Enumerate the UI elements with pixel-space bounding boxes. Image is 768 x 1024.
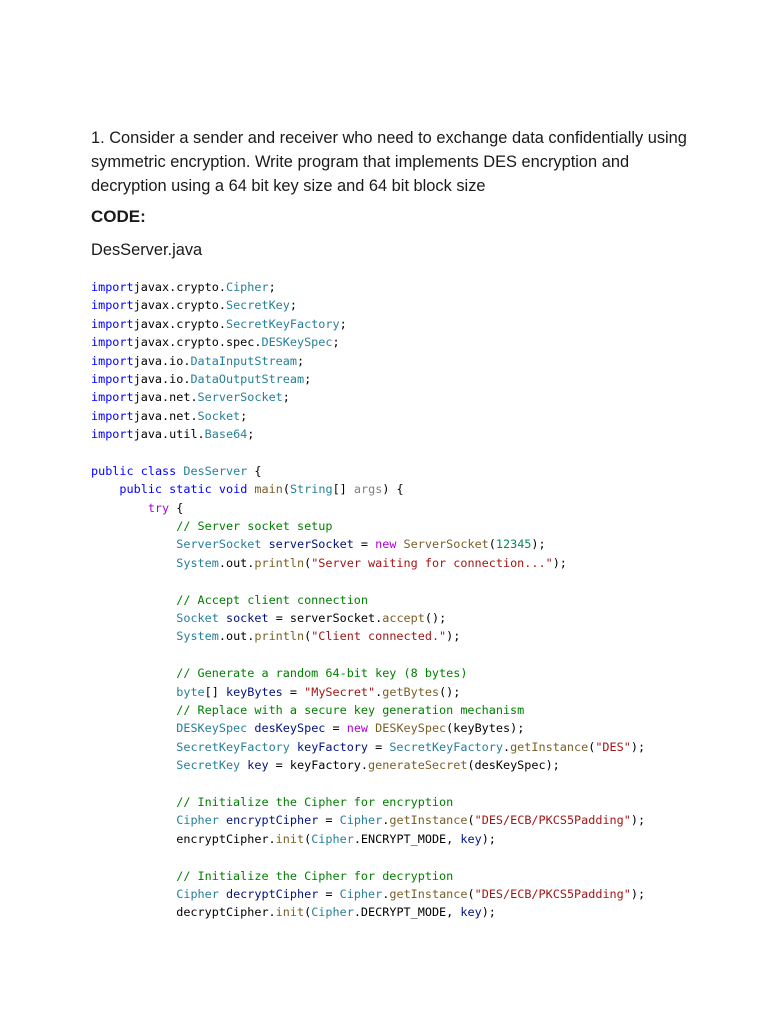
code-type: Base64 — [204, 427, 248, 442]
code-line — [91, 572, 645, 590]
code-line — [91, 793, 645, 811]
code-identifier: desKeySpec — [254, 721, 326, 736]
code-line: importjavax.crypto.SecretKey; — [91, 298, 297, 313]
code-line — [91, 664, 645, 682]
code-type: System — [176, 629, 219, 644]
code-heading: CODE: — [91, 207, 146, 226]
code-method: init — [275, 905, 305, 920]
code-method: println — [254, 555, 305, 570]
code-keyword: public — [91, 463, 134, 478]
code-line: ServerSocket serverSocket = new ServerSocket(12345); — [176, 537, 546, 552]
file-name: DesServer.java — [91, 241, 203, 259]
code-type: DataInputStream — [190, 353, 297, 368]
code-type: DataOutputStream — [190, 371, 305, 386]
code-string: "DES" — [595, 739, 631, 754]
code-line — [91, 867, 645, 885]
code-type: Cipher — [176, 813, 219, 828]
code-type: ServerSocket — [197, 390, 283, 405]
code-line: Cipher encryptCipher = Cipher.getInstance("DES/ECB/PKCS5Padding"); — [176, 813, 646, 828]
code-keyword: class — [140, 463, 177, 478]
code-line: importjavax.crypto.spec.DESKeySpec; — [91, 335, 340, 350]
code-line: importjava.net.Socket; — [91, 408, 248, 423]
code-string: "Client connected." — [311, 629, 447, 644]
code-keyword: new — [375, 537, 397, 552]
code-type: DESKeySpec — [261, 335, 333, 350]
code-line — [91, 775, 645, 793]
code-identifier: key — [460, 831, 482, 846]
code-line: importjava.util.Base64; — [91, 427, 255, 442]
code-line — [91, 646, 645, 664]
code-identifier: socket — [225, 611, 269, 626]
code-comment: // Server socket setup — [176, 519, 333, 534]
code-type: Cipher — [225, 280, 269, 294]
code-line: System.out.println("Client connected."); — [176, 629, 461, 644]
code-comment: // Replace with a secure key generation mechanism — [176, 702, 525, 717]
code-type: Cipher — [311, 905, 354, 920]
code-type: SecretKey — [176, 758, 241, 773]
code-keyword: try — [147, 500, 170, 515]
code-line: SecretKeyFactory keyFactory = SecretKeyFactory.getInstance("DES"); — [176, 739, 646, 754]
code-keyword: import — [91, 427, 134, 442]
code-type: Cipher — [176, 886, 219, 901]
code-block — [91, 278, 645, 922]
code-keyword: import — [91, 280, 134, 294]
code-type: Cipher — [339, 886, 383, 901]
code-line: public class DesServer { — [91, 463, 262, 478]
code-string: "DES/ECB/PKCS5Padding" — [474, 886, 631, 901]
code-comment: // Accept client connection — [176, 592, 368, 607]
code-comment: // Initialize the Cipher for encryption — [176, 794, 454, 809]
code-type: Socket — [176, 611, 219, 626]
code-line: importjava.net.ServerSocket; — [91, 390, 290, 405]
code-line: importjavax.crypto.Cipher; — [91, 280, 276, 294]
code-line: importjava.io.DataInputStream; — [91, 353, 305, 368]
code-keyword: import — [91, 353, 134, 368]
code-identifier: keyBytes — [225, 684, 283, 699]
code-line: public static void main(String[] args) { — [119, 482, 404, 497]
question-text: 1. Consider a sender and receiver who need to exchange data confidentially using symmetric encryption. Write program that implements DES encryption and decryption using a 64 bit key size and 64 bit block size — [91, 129, 687, 195]
code-keyword: import — [91, 408, 134, 423]
code-comment: // Initialize the Cipher for decryption — [176, 868, 454, 883]
code-method: getBytes — [382, 684, 440, 699]
code-type: SecretKey — [225, 298, 290, 313]
code-type: DesServer — [183, 463, 248, 478]
code-keyword: import — [91, 316, 134, 331]
code-type: SecretKeyFactory — [176, 739, 290, 754]
code-keyword: import — [91, 371, 134, 386]
code-type: ServerSocket — [176, 537, 262, 552]
code-type: Cipher — [339, 813, 383, 828]
code-line — [91, 848, 645, 866]
code-line — [91, 701, 645, 719]
code-string: "MySecret" — [304, 684, 376, 699]
code-keyword: public — [119, 482, 163, 497]
code-type: byte — [176, 684, 205, 699]
code-line: importjavax.crypto.SecretKeyFactory; — [91, 316, 347, 331]
code-keyword: import — [91, 298, 134, 313]
code-type: Socket — [197, 408, 241, 423]
code-keyword: static — [169, 482, 212, 497]
code-identifier: encryptCipher — [225, 813, 319, 828]
code-line — [91, 444, 645, 462]
code-string: "DES/ECB/PKCS5Padding" — [474, 813, 631, 828]
code-line — [91, 591, 645, 609]
code-method: getInstance — [389, 813, 468, 828]
code-line: DESKeySpec desKeySpec = new DESKeySpec(keyBytes); — [176, 721, 525, 736]
code-type: SecretKeyFactory — [225, 316, 340, 331]
code-type: Cipher — [311, 831, 354, 846]
code-identifier: keyFactory — [296, 739, 369, 754]
code-number: 12345 — [495, 537, 532, 552]
code-type: DESKeySpec — [176, 721, 248, 736]
code-method: init — [275, 831, 305, 846]
code-method: main — [254, 482, 283, 497]
code-string: "Server waiting for connection..." — [311, 555, 553, 570]
code-parameter: args — [353, 482, 383, 497]
code-line: Cipher decryptCipher = Cipher.getInstance("DES/ECB/PKCS5Padding"); — [176, 886, 646, 901]
code-type: String — [289, 482, 333, 497]
code-keyword: import — [91, 335, 134, 350]
code-line — [91, 517, 645, 535]
code-line: byte[] keyBytes = "MySecret".getBytes(); — [176, 684, 461, 699]
code-line: Socket socket = serverSocket.accept(); — [176, 611, 447, 626]
code-line: System.out.println("Server waiting for connection..."); — [176, 555, 567, 570]
code-type: System — [176, 555, 219, 570]
code-line: try { — [147, 500, 184, 515]
code-keyword: new — [346, 721, 369, 736]
code-keyword: import — [91, 390, 134, 405]
code-identifier: serverSocket — [268, 537, 354, 552]
code-identifier: key — [460, 905, 482, 920]
code-line: importjava.io.DataOutputStream; — [91, 371, 312, 386]
code-method: ServerSocket — [403, 537, 489, 552]
code-method: println — [254, 629, 305, 644]
code-method: getInstance — [389, 886, 468, 901]
code-line: decryptCipher.init(Cipher.DECRYPT_MODE, key); — [91, 905, 496, 920]
code-method: DESKeySpec — [375, 721, 447, 736]
code-method: generateSecret — [368, 758, 468, 773]
code-line: encryptCipher.init(Cipher.ENCRYPT_MODE, key); — [91, 831, 496, 846]
code-identifier: key — [247, 758, 269, 773]
code-keyword: void — [218, 482, 248, 497]
code-method: getInstance — [510, 739, 589, 754]
code-type: SecretKeyFactory — [389, 739, 503, 754]
code-comment: // Generate a random 64-bit key (8 bytes) — [176, 666, 468, 681]
code-identifier: decryptCipher — [225, 886, 319, 901]
code-method: accept — [382, 611, 425, 626]
code-line: SecretKey key = keyFactory.generateSecret(desKeySpec); — [176, 758, 560, 773]
